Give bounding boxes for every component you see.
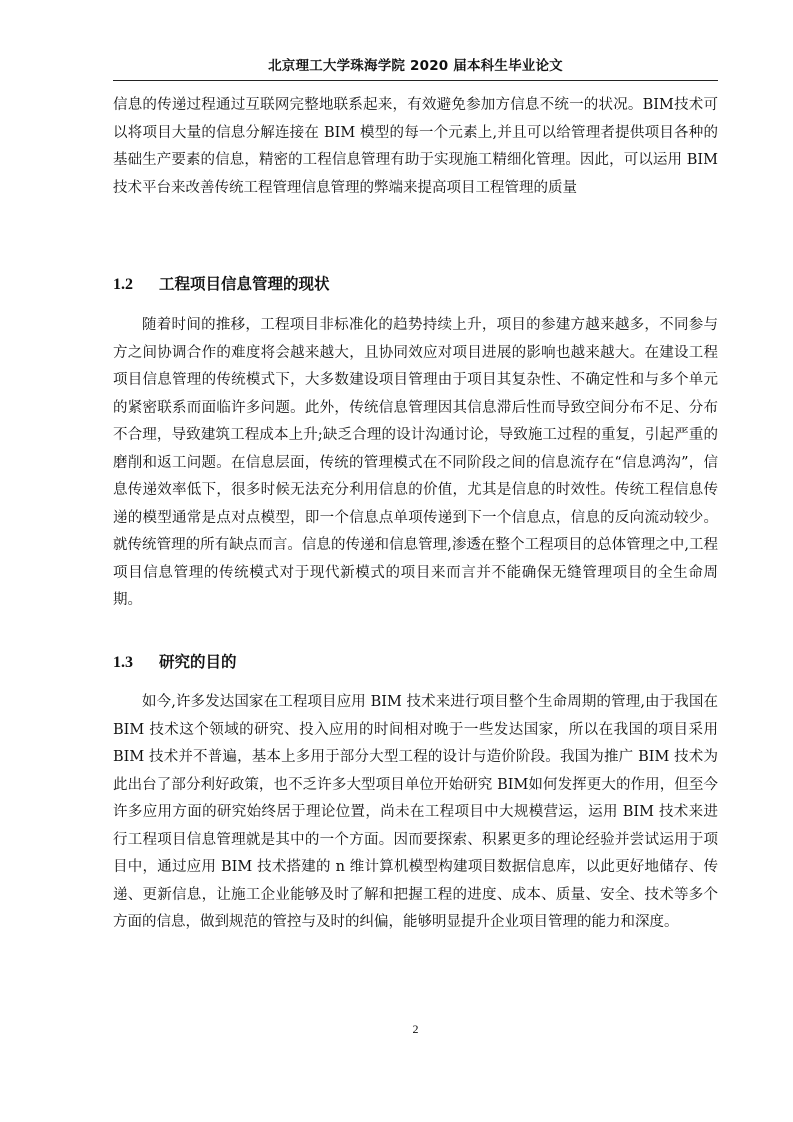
section-title: 研究的目的 <box>159 653 237 671</box>
section-number: 1.2 <box>113 276 133 293</box>
section-heading-1-2 <box>113 272 718 297</box>
section-title: 工程项目信息管理的现状 <box>159 275 330 293</box>
section-number: 1.3 <box>113 654 133 671</box>
section-heading-1-3 <box>113 650 718 675</box>
intro-paragraph: 信息的传递过程通过互联网完整地联系起来，有效避免参加方信息不统一的状况。BIM技术可以将项目大量的信息分解连接在 BIM 模型的每一个元素上,并且可以给管理者提供项目各种的基础生产要素的信息，精密的工程信息管理有助于实现施工精细化管理。因此，可以运用 BIM 技术平台来改善传统工程管理信息管理的弊端来提高项目工程管理的质量 <box>113 97 718 196</box>
header-rule <box>113 80 718 81</box>
intro-paragraph-block <box>113 92 718 202</box>
section-1-3-body <box>113 689 718 937</box>
section-1-2-paragraph: 随着时间的推移，工程项目非标准化的趋势持续上升，项目的参建方越来越多，不同参与方之间协调合作的难度将会越来越大，且协同效应对项目进展的影响也越来越大。在建设工程项目信息管理的传统模式下，大多数建设项目管理由于项目其复杂性、不确定性和与多个单元的紧密联系而面临许多问题。此外，传统信息管理因其信息滞后性而导致空间分布不足、分布不合理，导致建筑工程成本上升;缺乏合理的设计沟通讨论，导致施工过程的重复，引起严重的磨削和返工问题。在信息层面，传统的管理模式在不同阶段之间的信息流存在“信息鸿沟”，信息传递效率低下，很多时候无法充分利用信息的价值，尤其是信息的时效性。传统工程信息传递的模型通常是点对点模型，即一个信息点单项传递到下一个信息点，信息的反向流动较少。就传统管理的所有缺点而言。信息的传递和信息管理,渗透在整个工程项目的总体管理之中,工程项目信息管理的传统模式对于现代新模式的项目来而言并不能确保无缝管理项目的全生命周期。 <box>113 317 718 608</box>
page-number: 2 <box>412 1022 419 1036</box>
section-1-2-body <box>113 312 718 615</box>
running-header: 北京理工大学珠海学院 2020 届本科生毕业论文 <box>268 58 563 74</box>
section-1-3-paragraph: 如今,许多发达国家在工程项目应用 BIM 技术来进行项目整个生命周期的管理,由于我国在 BIM 技术这个领域的研究、投入应用的时间相对晚于一些发达国家，所以在我国的项目采用 BIM 技术并不普遍，基本上多用于部分大型工程的设计与造价阶段。我国为推广 BIM 技术为此出台了部分利好政策，也不乏许多大型项目单位开始研究 BIM如何发挥更大的作用，但至今许多应用方面的研究始终居于理论位置，尚未在工程项目中大规模营运，运用 BIM 技术来进行工程项目信息管理就是其中的一个方面。因而要探索、积累更多的理论经验并尝试运用于项目中，通过应用 BIM 技术搭建的 n 维计算机模型构建项目数据信息库，以此更好地储存、传递、更新信息，让施工企业能够及时了解和把握工程的进度、成本、质量、安全、技术等多个方面的信息，做到规范的管控与及时的纠偏，能够明显提升企业项目管理的能力和深度。 <box>113 694 718 930</box>
